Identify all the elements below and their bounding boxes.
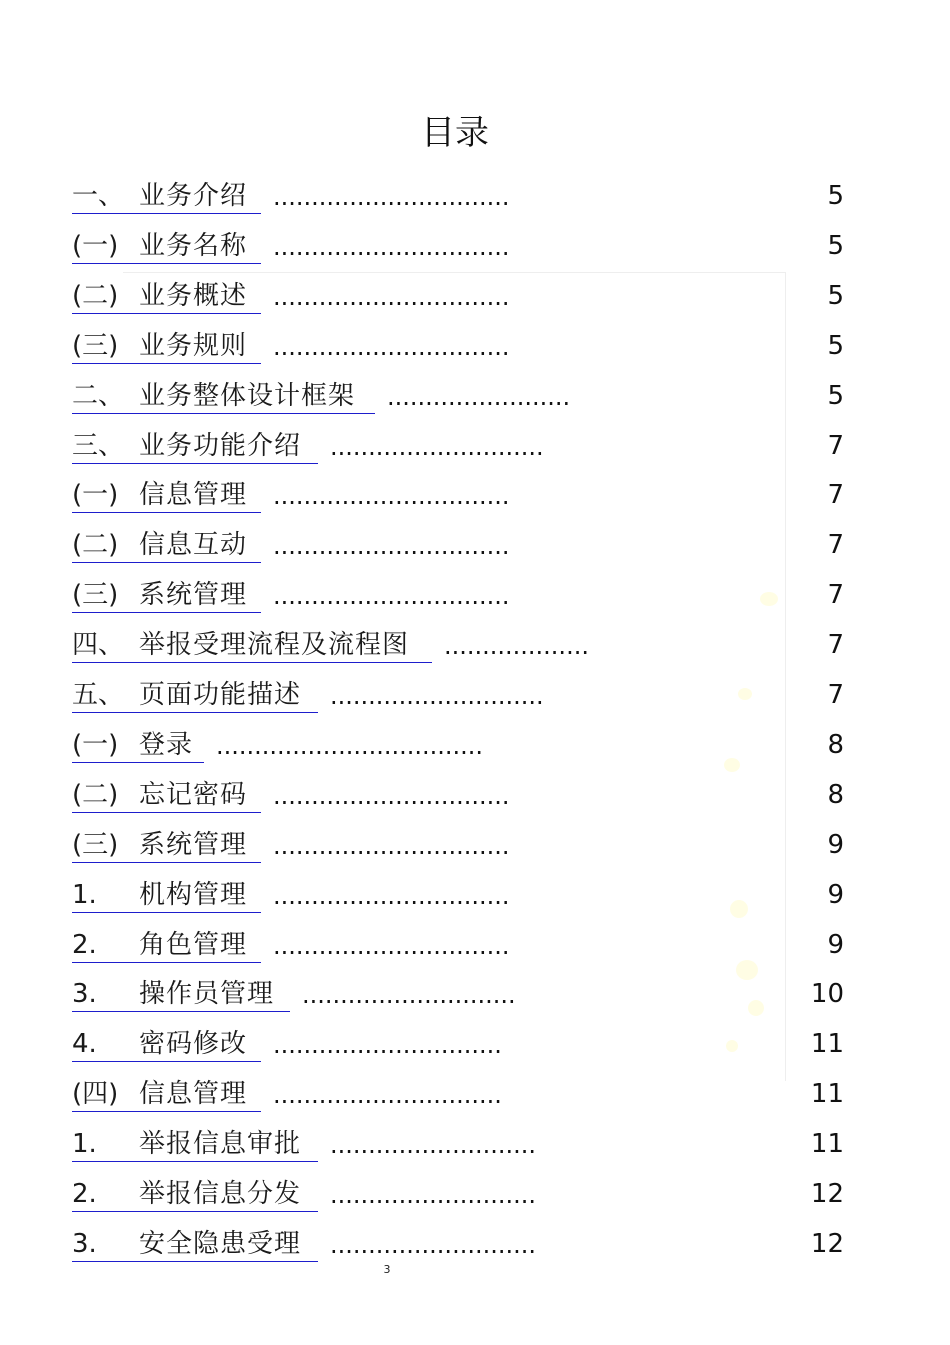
toc-entry-number: (三): [72, 830, 119, 860]
toc-entry-number: 2.: [72, 1179, 97, 1209]
toc-entry: [72, 926, 844, 966]
toc-entry-title: 业务概述: [139, 281, 248, 311]
toc-page-number: 10: [810, 979, 844, 1009]
toc-entry-link[interactable]: [72, 478, 261, 513]
toc-entry-title: 系统管理: [139, 830, 248, 860]
toc-entry-number: 一、: [72, 181, 125, 211]
toc-page-number: 9: [827, 930, 844, 960]
toc-entry: [72, 1225, 844, 1265]
toc-entry-title: 操作员管理: [139, 979, 275, 1009]
toc-entry-title: 安全隐患受理: [139, 1229, 302, 1259]
toc-entry-link[interactable]: [72, 878, 261, 913]
toc-entry-link[interactable]: [72, 179, 261, 214]
toc-entry-title: 举报受理流程及流程图: [139, 630, 410, 660]
toc-entry: [72, 826, 844, 866]
toc-page-number: 7: [827, 431, 844, 461]
toc-entry-link[interactable]: [72, 1127, 318, 1162]
toc-entry-number: 1.: [72, 1129, 97, 1159]
toc-entry-title: 业务功能介绍: [139, 431, 302, 461]
toc-entry-number: 四、: [72, 630, 125, 660]
toc-leader-dots: ...............................: [273, 333, 510, 361]
toc-entry-title: 举报信息分发: [139, 1179, 302, 1209]
toc-entry-link[interactable]: [72, 928, 261, 963]
toc-page-number: 7: [827, 630, 844, 660]
toc-entry: [72, 1025, 844, 1065]
toc-page-number: 7: [827, 680, 844, 710]
toc-entry-number: 2.: [72, 930, 97, 960]
toc-page-number: 7: [827, 580, 844, 610]
toc-entry-title: 业务名称: [139, 231, 248, 261]
toc-entry-number: (二): [72, 530, 119, 560]
toc-entry-number: 1.: [72, 880, 97, 910]
toc-entry-number: (三): [72, 580, 119, 610]
toc-leader-dots: ...................................: [216, 732, 484, 760]
toc-entry-title: 举报信息审批: [139, 1129, 302, 1159]
toc-leader-dots: ........................: [387, 383, 571, 411]
toc-entry-number: 二、: [72, 381, 125, 411]
toc-entry: [72, 975, 844, 1015]
toc-page-number: 11: [810, 1129, 844, 1159]
toc-leader-dots: ............................: [302, 981, 516, 1009]
toc-leader-dots: ...............................: [273, 882, 510, 910]
toc-entry-number: 三、: [72, 431, 125, 461]
toc-page-number: 8: [827, 730, 844, 760]
toc-page-number: 5: [827, 281, 844, 311]
toc-leader-dots: ............................: [330, 682, 544, 710]
toc-entry-title: 系统管理: [139, 580, 248, 610]
toc-entry-title: 密码修改: [139, 1029, 248, 1059]
toc-entry-link[interactable]: [72, 628, 432, 663]
toc-entry-link[interactable]: [72, 1177, 318, 1212]
toc-page-number: 5: [827, 181, 844, 211]
toc-entry-number: (一): [72, 231, 119, 261]
toc-entry-link[interactable]: [72, 1077, 261, 1112]
toc-entry: [72, 1175, 844, 1215]
toc-page-number: 7: [827, 530, 844, 560]
toc-page-number: 5: [827, 331, 844, 361]
toc-leader-dots: ...........................: [330, 1131, 536, 1159]
toc-entry: [72, 776, 844, 816]
toc-leader-dots: ...........................: [330, 1181, 536, 1209]
toc-leader-dots: ...............................: [273, 233, 510, 261]
toc-leader-dots: ...............................: [273, 782, 510, 810]
toc-entry: [72, 626, 844, 666]
toc-entry-title: 机构管理: [139, 880, 248, 910]
toc-page-number: 11: [810, 1029, 844, 1059]
toc-entry-title: 信息管理: [139, 480, 248, 510]
toc-entry-number: (一): [72, 480, 119, 510]
toc-page-number: 7: [827, 480, 844, 510]
toc-entry: [72, 377, 844, 417]
toc-leader-dots: ...............................: [273, 582, 510, 610]
toc-entry-title: 业务规则: [139, 331, 248, 361]
toc-page-number: 9: [827, 880, 844, 910]
toc-entry-link[interactable]: [72, 578, 261, 613]
toc-leader-dots: ..............................: [273, 1031, 502, 1059]
toc-entry: [72, 177, 844, 217]
toc-entry-title: 角色管理: [139, 930, 248, 960]
toc-leader-dots: ..............................: [273, 1081, 502, 1109]
toc-entry-link[interactable]: [72, 279, 261, 314]
toc-entry-link[interactable]: [72, 728, 204, 763]
toc-entry: [72, 1125, 844, 1165]
toc-entry-link[interactable]: [72, 229, 261, 264]
toc-entry-number: (一): [72, 730, 119, 760]
toc-entry-number: (二): [72, 281, 119, 311]
toc-entry-title: 页面功能描述: [139, 680, 302, 710]
toc-entry-number: (二): [72, 780, 119, 810]
footer-page-number: 3: [383, 1263, 391, 1276]
toc-entry-link[interactable]: [72, 977, 290, 1012]
toc-page-number: 5: [827, 231, 844, 261]
toc-leader-dots: ...................: [444, 632, 589, 660]
toc-leader-dots: ...............................: [273, 283, 510, 311]
toc-entry: [72, 327, 844, 367]
toc-entry-number: 3.: [72, 1229, 97, 1259]
toc-entry: [72, 726, 844, 766]
toc-entry-title: 信息互动: [139, 530, 248, 560]
toc-entry: [72, 277, 844, 317]
toc-entry-title: 信息管理: [139, 1079, 248, 1109]
toc-entry-number: 五、: [72, 680, 125, 710]
toc-entry-link[interactable]: [72, 828, 261, 863]
toc-entry-number: (四): [72, 1079, 119, 1109]
toc-entry: [72, 476, 844, 516]
toc-entry-title: 业务介绍: [139, 181, 248, 211]
toc-page-number: 11: [810, 1079, 844, 1109]
page-title: 目录: [421, 113, 489, 153]
toc-page-number: 8: [827, 780, 844, 810]
toc-entry-link[interactable]: [72, 678, 318, 713]
toc-entry-title: 业务整体设计框架: [139, 381, 356, 411]
toc-entry-title: 登录: [139, 730, 194, 760]
toc-entry-number: 3.: [72, 979, 97, 1009]
toc-entry-link[interactable]: [72, 528, 261, 563]
toc-page-number: 9: [827, 830, 844, 860]
toc-entry-link[interactable]: [72, 1227, 318, 1262]
toc-page-number: 5: [827, 381, 844, 411]
toc-entry: [72, 1075, 844, 1115]
toc-leader-dots: ...............................: [273, 482, 510, 510]
toc-page-number: 12: [810, 1179, 844, 1209]
toc-leader-dots: ...............................: [273, 183, 510, 211]
toc-entry: [72, 227, 844, 267]
toc-leader-dots: ...............................: [273, 932, 510, 960]
toc-entry: [72, 526, 844, 566]
toc-page-number: 12: [810, 1229, 844, 1259]
toc-entry: [72, 676, 844, 716]
toc-entry-link[interactable]: [72, 429, 318, 464]
toc-entry-title: 忘记密码: [139, 780, 248, 810]
toc-leader-dots: ...............................: [273, 532, 510, 560]
toc-entry: [72, 576, 844, 616]
toc-entry: [72, 427, 844, 467]
toc-entry-number: (三): [72, 331, 119, 361]
toc-entry-link[interactable]: [72, 1027, 261, 1062]
toc-entry-link[interactable]: [72, 379, 375, 414]
toc-leader-dots: ...........................: [330, 1231, 536, 1259]
toc-entry-link[interactable]: [72, 778, 261, 813]
toc-leader-dots: ...............................: [273, 832, 510, 860]
toc-entry-link[interactable]: [72, 329, 261, 364]
toc-entry-number: 4.: [72, 1029, 97, 1059]
toc-leader-dots: ............................: [330, 433, 544, 461]
toc-entry: [72, 876, 844, 916]
